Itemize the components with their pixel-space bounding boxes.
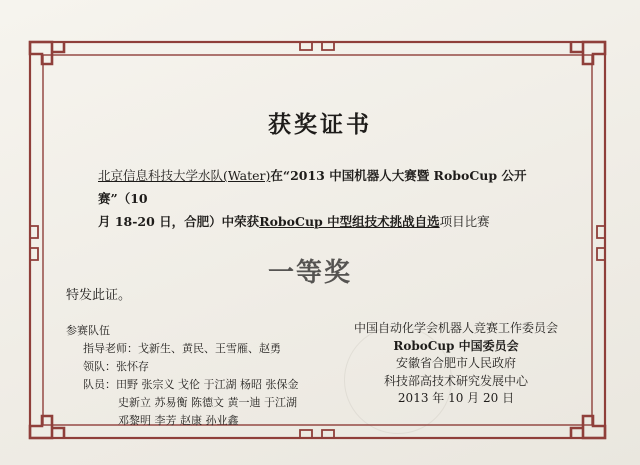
statement-text-2: 月 18-20 日，合肥）中荣获 bbox=[98, 214, 260, 229]
award-category: RoboCup 中型组技术挑战自选 bbox=[259, 214, 440, 229]
team-name: 北京信息科技大学水队(Water) bbox=[98, 168, 271, 183]
members-label: 队员： bbox=[83, 378, 116, 391]
advisors-label: 指导老师： bbox=[83, 342, 138, 355]
issuing-organizations bbox=[306, 320, 606, 408]
team-roster bbox=[66, 322, 298, 430]
members-line-3: 邓黎明 李芳 赵康 孙业鑫 bbox=[118, 414, 239, 427]
org-2: RoboCup 中国委员会 bbox=[393, 338, 519, 353]
members-row bbox=[66, 376, 298, 394]
members-line-1: 田野 张宗义 戈伦 于江湖 杨昭 张保金 bbox=[116, 378, 299, 391]
advisors-names: 戈新生、黄民、王雪雁、赵勇 bbox=[138, 342, 281, 355]
team-heading: 参赛队伍 bbox=[66, 324, 110, 337]
members-line-2: 史新立 苏易衡 陈德文 黄一迪 于江湖 bbox=[118, 396, 297, 409]
leader-label: 领队： bbox=[83, 360, 116, 373]
award-statement bbox=[98, 164, 558, 233]
award-level: 一等奖 bbox=[268, 258, 353, 288]
certificate-title: 获奖证书 bbox=[268, 112, 372, 138]
leader-name: 张怀存 bbox=[116, 360, 149, 373]
leader-row bbox=[66, 358, 298, 376]
org-4: 科技部高技术研究发展中心 bbox=[383, 373, 528, 388]
statement-text-1: 在“2013 中国机器人大赛暨 RoboCup 公开赛”（10 bbox=[98, 168, 527, 206]
issued-note: 特发此证。 bbox=[66, 288, 132, 303]
statement-text-3: 项目比赛 bbox=[439, 214, 490, 229]
advisors-row bbox=[66, 340, 298, 358]
org-3: 安徽省合肥市人民政府 bbox=[395, 356, 516, 370]
org-1: 中国自动化学会机器人竞赛工作委员会 bbox=[353, 321, 558, 335]
issue-date: 2013 年 10 月 20 日 bbox=[397, 391, 515, 405]
